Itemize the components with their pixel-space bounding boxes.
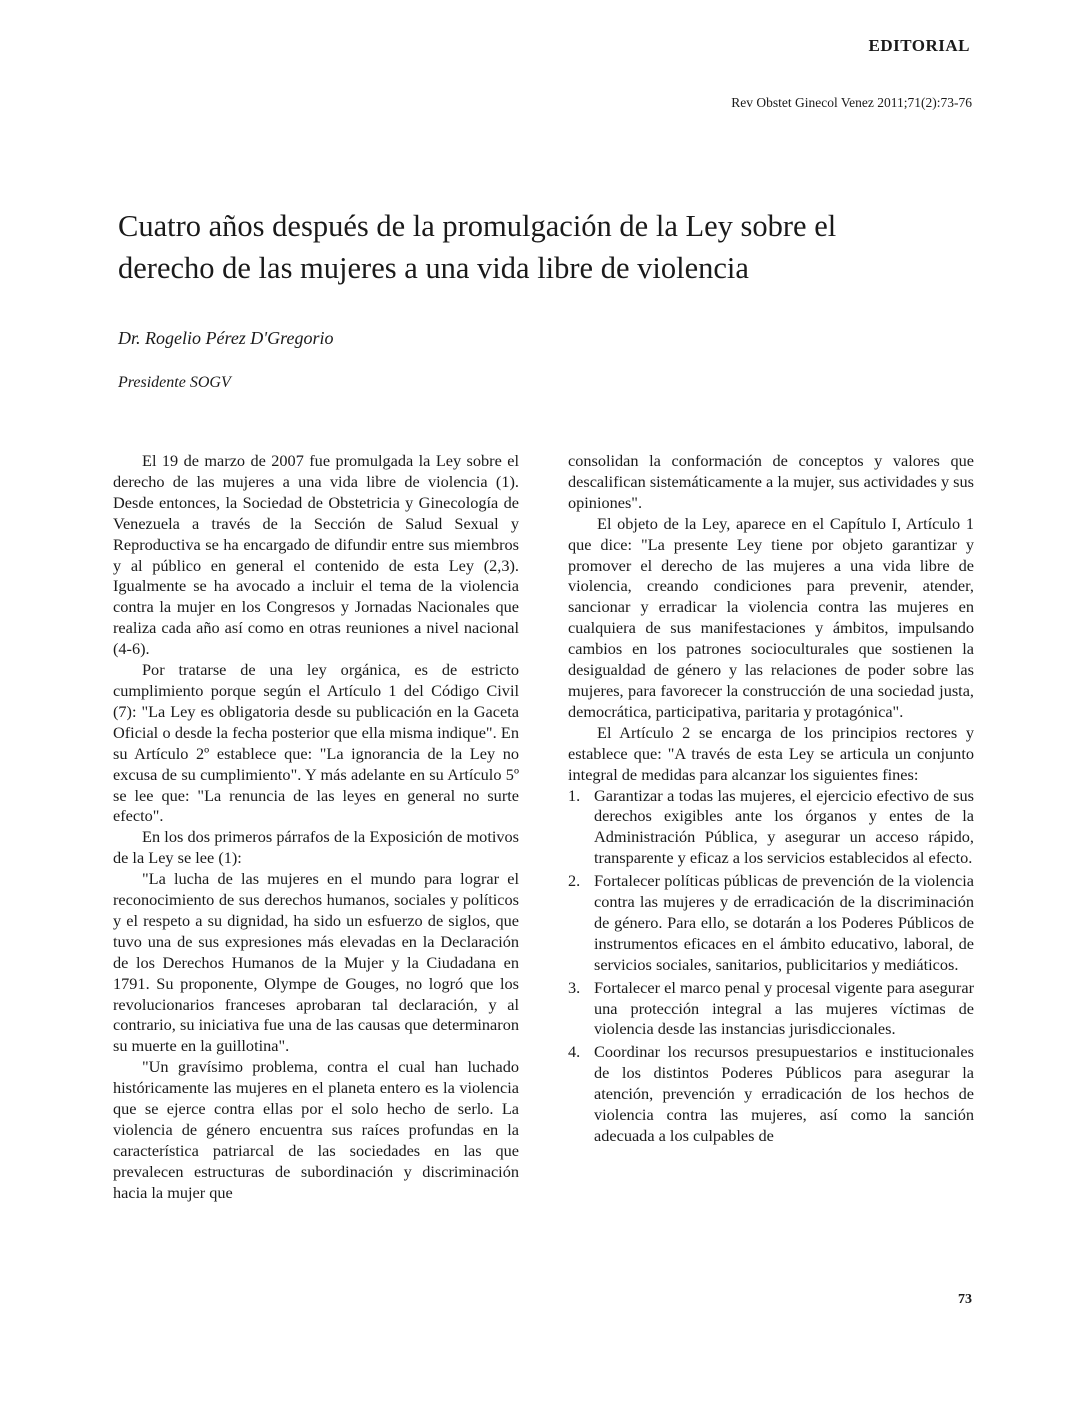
list-text: Fortalecer el marco penal y procesal vigente para asegurar una protección integral a las mujeres víctimas de violencia desde las instancias jurisdiccionales.: [594, 977, 974, 1039]
list-item: [568, 871, 974, 976]
quote-paragraph: "Un gravísimo problema, contra el cual han luchado históricamente las mujeres en el planeta entero es la violencia que se ejerce contra ellas por el solo hecho de serlo. La violencia de género encuentra sus raíces profundas en la característica patriarcal de las sociedades en las que prevalecen estructuras de subordinación y discriminación hacia la mujer que: [113, 1057, 519, 1202]
paragraph: En los dos primeros párrafos de la Exposición de motivos de la Ley se lee (1):: [113, 827, 519, 868]
left-column: [113, 451, 519, 1204]
paragraph: El 19 de marzo de 2007 fue promulgada la Ley sobre el derecho de las mujeres a una vida libre de violencia (1). Desde entonces, la Sociedad de Obstetricia y Ginecología de Venezuela a través de la Sección de Salud Sexual y Reproductiva se ha encargado de difundir entre sus miembros y al público en general el contenido de esta Ley (2,3). Igualmente se ha avocado a incluir el tema de la violencia contra la mujer en los Congresos y Jornadas Nacionales que realiza cada año así como en otras reuniones a nivel nacional (4-6).: [113, 451, 519, 659]
list-item: [568, 1042, 974, 1147]
author-name: Dr. Rogelio Pérez D'Gregorio: [118, 328, 334, 348]
paragraph: Por tratarse de una ley orgánica, es de estricto cumplimiento porque según el Artículo 1 del Código Civil (7): "La Ley es obligatoria desde su publicación en la Gaceta Oficial o desde la fecha posterior que ella misma indique". En su Artículo 2º establece que: "La ignorancia de la Ley no excusa de su cumplimiento". Y más adelante en su Artículo 5º se lee que: "La renuncia de las leyes en general no surte efecto".: [113, 660, 519, 826]
list-text: Coordinar los recursos presupuestarios e institucionales de los distintos Poderes Públicos para asegurar la atención, prevención y erradicación de los hechos de violencia contra las mujeres, así como la sanción adecuada a los culpables de: [594, 1042, 974, 1145]
paragraph: El objeto de la Ley, aparece en el Capítulo I, Artículo 1 que dice: "La presente Ley tiene por objeto garantizar y promover el derecho de las mujeres a una vida libre de violencia, creando condiciones para prevenir, atender, sancionar y erradicar la violencia contra las mujeres en cualquiera de sus manifestaciones y ámbitos, impulsando cambios en los patrones socioculturales que sostienen la desigualdad de género y las relaciones de poder sobre las mujeres, para favorecer la construcción de una sociedad justa, democrática, participativa, paritaria y protagónica".: [568, 513, 974, 721]
right-column: [568, 451, 974, 1149]
list-number: 1.: [568, 785, 581, 805]
list-item: [568, 978, 974, 1041]
list-number: 2.: [568, 871, 581, 891]
continued-paragraph: consolidan la conformación de conceptos y valores que descalifican sistemáticamente a la mujer, sus actividades y sus opiniones".: [568, 451, 974, 512]
paragraph: El Artículo 2 se encarga de los principios rectores y establece que: "A través de esta Ley se articula un conjunto integral de medidas para alcanzar los siguientes fines:: [568, 722, 974, 784]
title-line-1: Cuatro años después de la promulgación de la Ley sobre el: [118, 209, 837, 243]
list-text: Garantizar a todas las mujeres, el ejercicio efectivo de sus derechos exigibles ante los órganos y entes de la Administración Pública, y asegurar un acceso rápido, transparente y eficaz a los servicios establecidos al efecto.: [594, 785, 974, 868]
list-item: [568, 786, 974, 870]
author-affiliation: Presidente SOGV: [118, 374, 231, 391]
journal-citation: Rev Obstet Ginecol Venez 2011;71(2):73-76: [731, 95, 972, 110]
list-number: 3.: [568, 977, 581, 997]
title-line-2: derecho de las mujeres a una vida libre de violencia: [118, 251, 749, 285]
aims-list: [568, 786, 974, 1147]
list-number: 4.: [568, 1042, 581, 1062]
article-title: [118, 205, 978, 289]
quote-paragraph: "La lucha de las mujeres en el mundo para lograr el reconocimiento de sus derechos humanos, sociales y políticos y el respeto a su dignidad, ha sido un esfuerzo de siglos, que tuvo una de sus expresiones más elevadas en la Declaración de los Derechos Humanos de la Mujer y la Ciudadana en 1791. Su proponente, Olympe de Gouges, no logró que los revolucionarios franceses aprobaran tal declaración, y al contrario, su iniciativa fue una de las causas que determinaron su muerte en la guillotina".: [113, 869, 519, 1056]
section-label: EDITORIAL: [868, 36, 970, 55]
page-number: 73: [958, 1292, 972, 1307]
list-text: Fortalecer políticas públicas de prevención de la violencia contra las mujeres y de erradicación de la discriminación de género. Para ello, se dotarán a los Poderes Públicos de instrumentos eficaces en el ámbito educativo, laboral, de servicios sociales, sanitarios, publicitarios y mediáticos.: [594, 871, 974, 974]
